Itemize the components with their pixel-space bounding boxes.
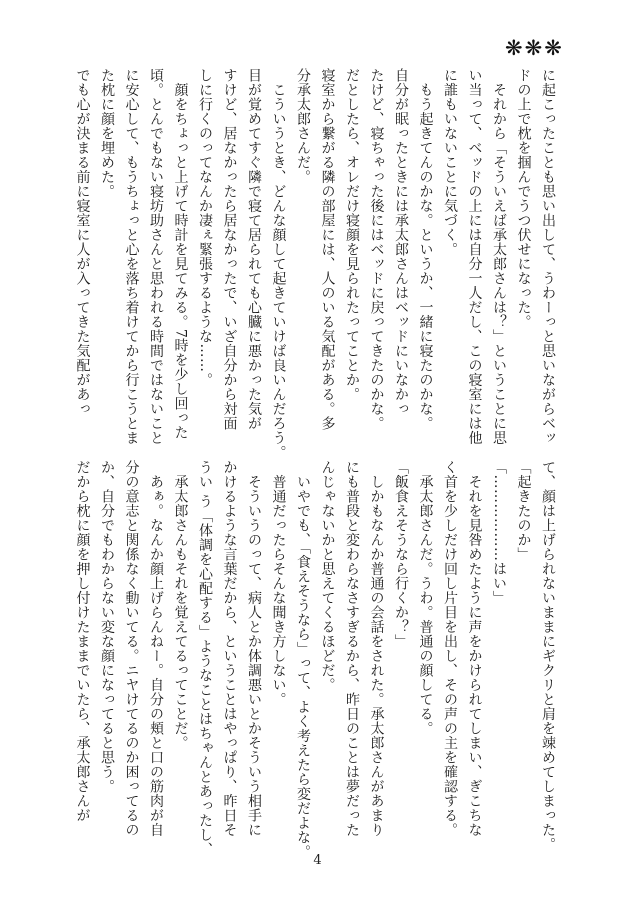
text-line: か、自分でもわからない変な顔になってると思う。 (99, 460, 115, 794)
text-line: そういうのって、病人とか体調悪いとかそういう相手に (246, 460, 262, 837)
text-line: 顔をちょっと上げて時計を見てみる。7時を少し回った (172, 68, 189, 440)
text-line: すけど、居なかったら居なかったで、いざ自分から対面 (221, 68, 238, 431)
text-line: た枕に顔を埋めた。 (99, 68, 115, 199)
text-line: に安心して、もうちょっと心を落ち着けてから行こうとま (123, 68, 140, 445)
text-block-lower (74, 460, 560, 859)
text-line: いやでも、「食えそうなら」って、よく考えたら変だよな。 (295, 460, 311, 859)
text-line: しかもなんか普通の会話をされた。承太郎さんがあまり (368, 460, 385, 837)
text-line: たけど、寝ちゃった後にはベッドに戻ってきたのかな。 (368, 68, 385, 431)
text-line: く首を少しだけ回し片目を出し、その声の主を確認する。 (442, 460, 458, 837)
text-line: て、顔は上げられないままにギクリと肩を竦めてしまった。 (540, 460, 556, 852)
text-line: だから枕に顔を押し付けたままでいたら、承太郎さんが (74, 460, 91, 823)
text-line: にも普段と変わらなさすぎるから、昨日のことは夢だった (344, 460, 360, 837)
text-line: んじゃないかと思えてくるほどだ。 (319, 460, 336, 692)
text-line: 承太郎さんだ。うわ。普通の顔してる。 (417, 460, 434, 736)
text-line: しに行くのってなんか凄ぇ緊張するような……。 (197, 68, 213, 387)
text-line: 自分が眠ったときには承太郎さんはベッドにいなかっ (393, 68, 409, 416)
text-line: 頃。とんでもない寝坊助さんと思われる時間ではないこと (148, 68, 164, 445)
text-line: い当って、ベッドの上には自分一人だし、この寝室には他 (466, 68, 483, 445)
text-line: 「起きたのか」 (515, 460, 532, 562)
scene-break-mark: ❋❋❋ (505, 36, 564, 60)
text-line: あぁ。なんか顔上げらんねー。自分の頬と口の筋肉が自 (148, 460, 164, 837)
text-line: うい う「体調を心配する」ようなことはちゃんとあったし、 (197, 460, 213, 857)
text-line: に起こったことも思い出して、うわーっと思いながらベッ (540, 68, 556, 445)
text-line: 普通だったらそんな聞き方しない。 (270, 460, 287, 707)
text-line: に誰もいないことに気づく。 (442, 68, 458, 257)
text-line: 目が覚めてすぐ隣で寝て居られても心臓に悪かった気が (246, 68, 262, 431)
text-line: でも心が決まる前に寝室に人が入ってきた気配があっ (74, 68, 91, 416)
text-line: 寝室から繋がる隣の部屋には、人のいる気配がある。多 (319, 68, 336, 431)
text-line: ドの上で枕を掴んでうつ伏せになった。 (515, 68, 532, 329)
text-line: それを見咎めたように声をかけられてしまい、ぎこちな (466, 460, 483, 837)
text-line: かけるような言葉だから、ということはやっぱり、昨日そ (221, 460, 238, 837)
text-line: それから「そういえば承太郎さんは？」ということに思 (491, 68, 507, 445)
text-line: 分承太郎さんだ。 (295, 68, 311, 184)
text-line: 分の意志と関係なく動いてる。ニヤけてるのか困ってるの (123, 460, 140, 837)
text-line: だとしたら、オレだけ寝顔を見られたってことか。 (344, 68, 360, 402)
page-number: 4 (313, 853, 322, 868)
text-line: もう起きてんのかな。というか、一緒に寝たのかな。 (417, 68, 434, 431)
text-line: 承太郎さんもそれを覚えてるってことだ。 (172, 460, 189, 750)
text-line: 「飯食えそうなら行くか？」 (393, 460, 409, 649)
text-line: こういうとき、どんな顔して起きていけば良いんだろう。 (270, 68, 287, 460)
text-block-upper (74, 68, 560, 460)
text-line: 「………………はい」 (491, 460, 507, 605)
